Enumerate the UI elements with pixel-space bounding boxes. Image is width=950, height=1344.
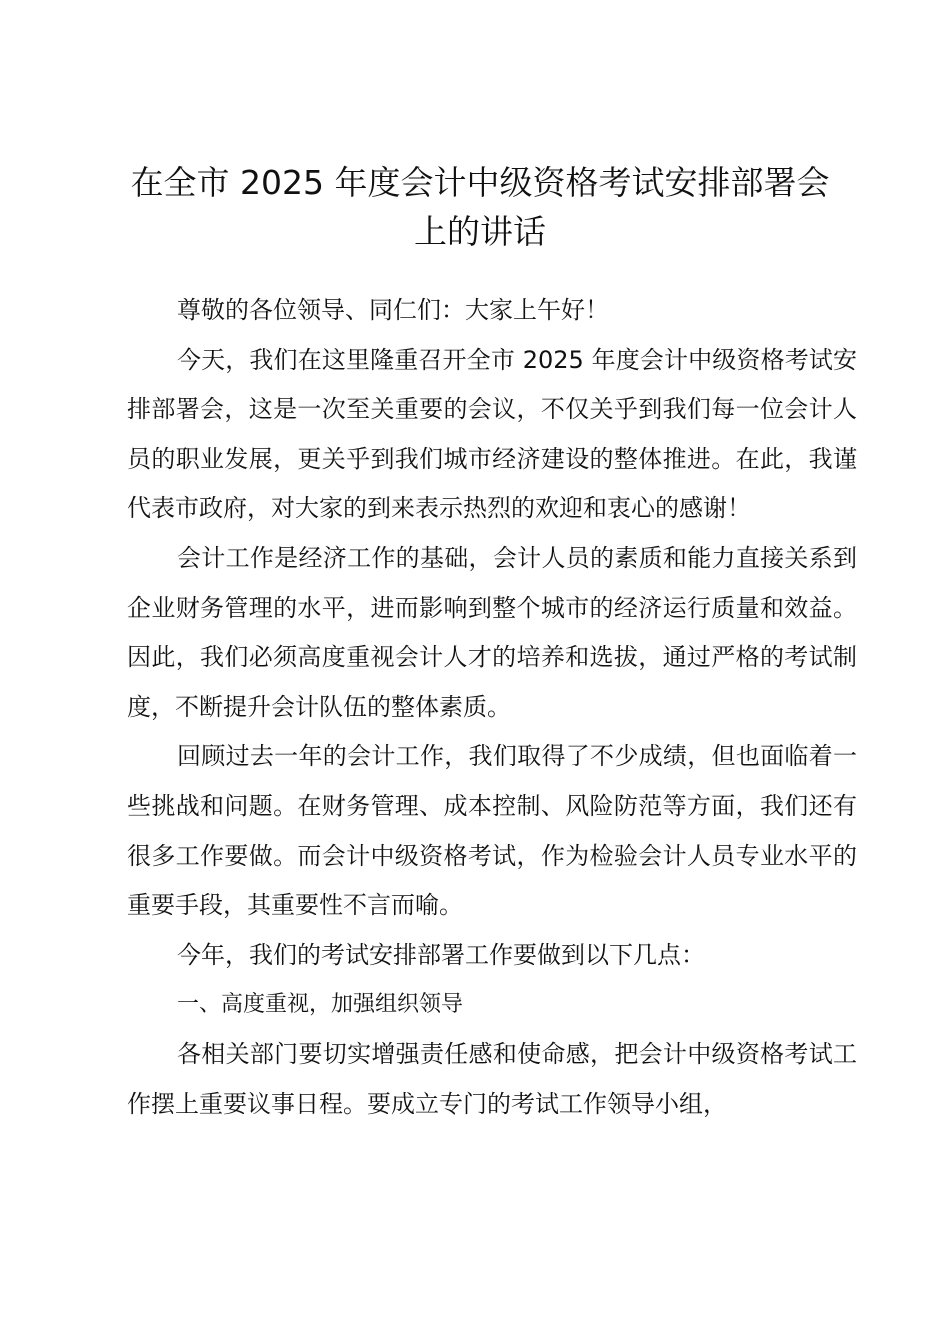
body-paragraph: 会计工作是经济工作的基础，会计人员的素质和能力直接关系到企业财务管理的水平，进而影响到整个城市的经济运行质量和效益。因此，我们必须高度重视会计人才的培养和选拔，通过严格的考试制度，不断提升会计队伍的整体素质。 [127,543,857,721]
body-paragraph: 今年，我们的考试安排部署工作要做到以下几点： [177,940,705,969]
document-body [127,286,857,1129]
document-title: 在全市 2025 年度会计中级资格考试安排部署会上的讲话 [130,163,830,251]
body-paragraph: 今天，我们在这里隆重召开全市 2025 年度会计中级资格考试安排部署会，这是一次至关重要的会议，不仅关乎到我们每一位会计人员的职业发展，更关乎到我们城市经济建设的整体推进。在此，我谨代表市政府，对大家的到来表示热烈的欢迎和衷心的感谢！ [127,345,857,523]
section-heading: 一、高度重视，加强组织领导 [177,992,464,1018]
body-paragraph: 各相关部门要切实增强责任感和使命感，把会计中级资格考试工作摆上重要议事日程。要成立专门的考试工作领导小组， [127,1039,857,1118]
body-paragraph: 回顾过去一年的会计工作，我们取得了不少成绩，但也面临着一些挑战和问题。在财务管理、成本控制、风险防范等方面，我们还有很多工作要做。而会计中级资格考试，作为检验会计人员专业水平的重要手段，其重要性不言而喻。 [127,742,857,920]
greeting-paragraph: 尊敬的各位领导、同仁们：大家上午好！ [177,296,609,324]
